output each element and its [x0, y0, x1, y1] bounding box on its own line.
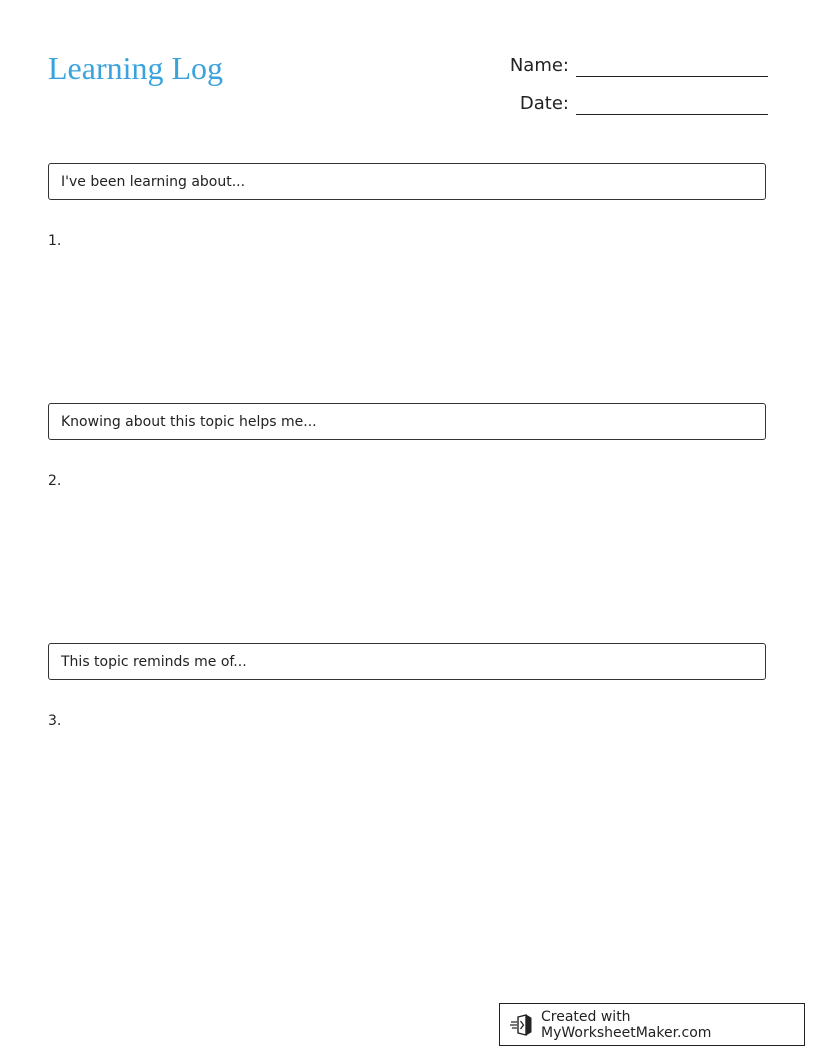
footer-credit-badge[interactable]: [499, 1003, 805, 1046]
worksheet-maker-logo-icon: [510, 1013, 534, 1037]
item-number-2: 2.: [48, 473, 62, 489]
date-label: Date:: [519, 93, 569, 114]
prompt-box-reminds-me: This topic reminds me of...: [48, 643, 766, 680]
prompt-box-learning-about: I've been learning about...: [48, 163, 766, 200]
prompt-box-helps-me: Knowing about this topic helps me...: [48, 403, 766, 440]
item-number-1: 1.: [48, 233, 62, 249]
date-blank-line[interactable]: [576, 114, 768, 115]
footer-credit-text: Created with MyWorksheetMaker.com: [541, 1008, 712, 1041]
page-title: Learning Log: [48, 50, 224, 86]
item-number-3: 3.: [48, 713, 62, 729]
name-blank-line[interactable]: [576, 76, 768, 77]
name-label: Name:: [509, 55, 569, 76]
name-field-row: [510, 51, 768, 77]
date-field-row: [520, 89, 768, 115]
